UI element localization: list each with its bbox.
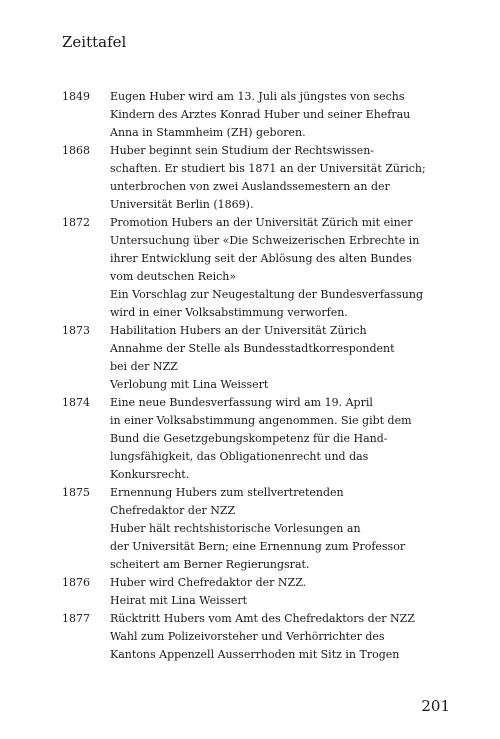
entry-line: Untersuchung über «Die Schweizerischen Erbrechte in [110,234,420,247]
entry-line: Universität Berlin (1869). [110,198,254,211]
entry-line: Kindern des Arztes Konrad Huber und seiner Ehefrau [110,108,411,121]
entry-text [110,322,462,394]
timeline-entry [62,322,462,394]
page-header: Zeittafel [62,33,127,51]
entry-text [110,88,462,142]
entry-line: unterbrochen von zwei Auslandssemestern an der [110,180,390,193]
entry-line: Kantons Appenzell Ausserrhoden mit Sitz in Trogen [110,648,400,661]
entry-line: Huber hält rechtshistorische Vorlesungen an [110,522,361,535]
timeline-entry [62,574,462,610]
timeline-entry [62,484,462,574]
entry-line: Ein Vorschlag zur Neugestaltung der Bundesverfassung [110,288,423,301]
timeline [62,88,462,664]
entry-line: Ernennung Hubers zum stellvertretenden [110,486,344,499]
entry-line: der Universität Bern; eine Ernennung zum Professor [110,540,406,553]
entry-line: Chefredaktor der NZZ [110,504,236,517]
entry-line: Bund die Gesetzgebungskompetenz für die Hand- [110,432,388,445]
timeline-entry [62,214,462,322]
entry-line: Rücktritt Hubers vom Amt des Chefredaktors der NZZ [110,612,415,625]
entry-line: Annahme der Stelle als Bundesstadtkorrespondent [110,342,395,355]
entry-line: Huber beginnt sein Studium der Rechtswissen- [110,144,374,157]
entry-line: Habilitation Hubers an der Universität Zürich [110,324,367,337]
timeline-entry [62,610,462,664]
entry-text [110,214,462,322]
entry-year: 1849 [62,90,90,103]
entry-line: vom deutschen Reich» [110,270,237,283]
timeline-entry [62,394,462,484]
entry-line: Wahl zum Polizeivorsteher und Verhörrichter des [110,630,385,643]
entry-text [110,484,462,574]
entry-year: 1875 [62,486,90,499]
entry-line: ihrer Entwicklung seit der Ablösung des alten Bundes [110,252,412,265]
entry-line: Verlobung mit Lina Weissert [110,378,269,391]
entry-line: Promotion Hubers an der Universität Zürich mit einer [110,216,413,229]
entry-year: 1872 [62,216,90,229]
entry-line: Konkursrecht. [110,468,190,481]
entry-line: in einer Volksabstimmung angenommen. Sie gibt dem [110,414,412,427]
entry-line: wird in einer Volksabstimmung verworfen. [110,306,348,319]
entry-line: Huber wird Chefredaktor der NZZ. [110,576,307,589]
entry-line: bei der NZZ [110,360,178,373]
entry-text [110,394,462,484]
timeline-entry [62,88,462,142]
entry-year: 1873 [62,324,90,337]
entry-text [110,610,462,664]
timeline-entry [62,142,462,214]
page-number: 201 [421,697,450,715]
entry-year: 1874 [62,396,90,409]
entry-year: 1868 [62,144,90,157]
entry-line: lungsfähigkeit, das Obligationenrecht und das [110,450,369,463]
entry-line: Eugen Huber wird am 13. Juli als jüngstes von sechs [110,90,405,103]
entry-text [110,574,462,610]
entry-year: 1877 [62,612,90,625]
entry-line: Heirat mit Lina Weissert [110,594,248,607]
entry-text [110,142,462,214]
entry-line: Eine neue Bundesverfassung wird am 19. April [110,396,373,409]
entry-year: 1876 [62,576,90,589]
entry-line: Anna in Stammheim (ZH) geboren. [110,126,306,139]
entry-line: scheitert am Berner Regierungsrat. [110,558,310,571]
entry-line: schaften. Er studiert bis 1871 an der Universität Zürich; [110,162,426,175]
